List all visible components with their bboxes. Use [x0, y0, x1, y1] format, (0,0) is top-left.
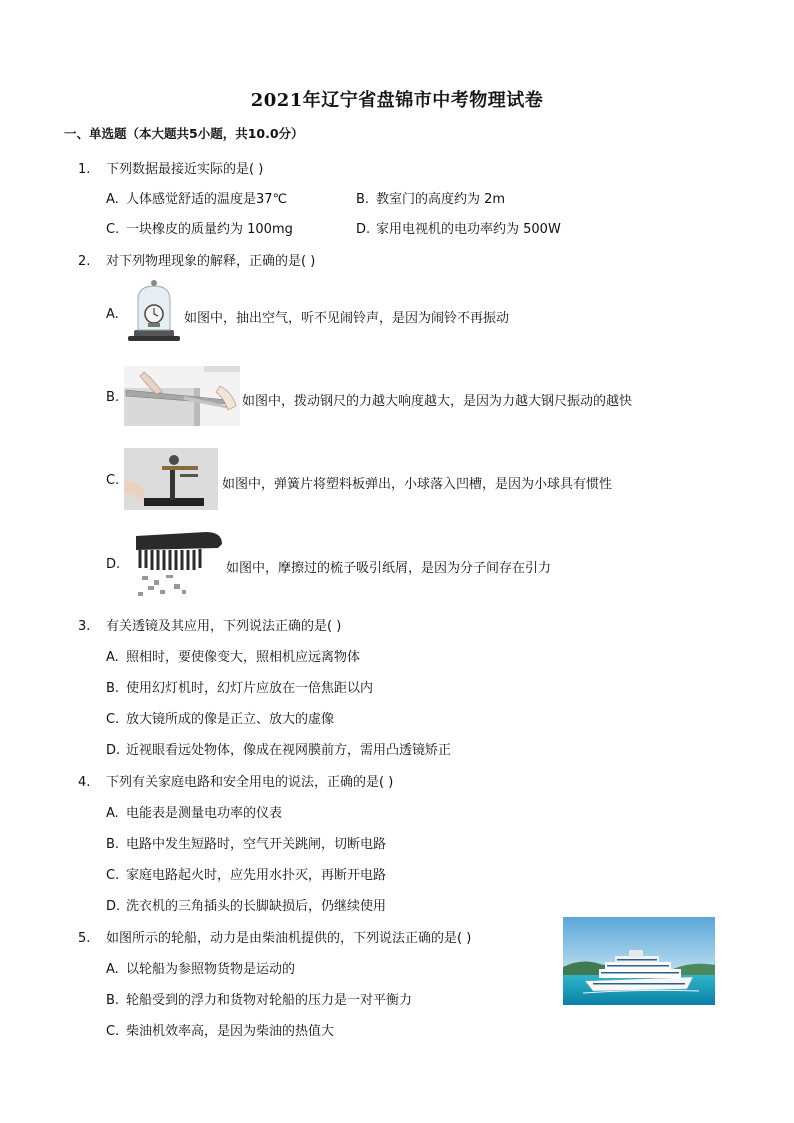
inertia-image	[124, 448, 218, 510]
option-text: 家用电视机的电功率约为 500W	[376, 222, 561, 237]
option-3c	[106, 708, 334, 727]
question-stem: 对下列物理现象的解释，正确的是( )	[106, 254, 316, 269]
option-label: D.	[106, 743, 121, 758]
option-4a	[106, 802, 282, 821]
option-2a-text: 如图中，抽出空气，听不见闹铃声，是因为闹铃不再振动	[184, 311, 510, 326]
option-label: A.	[106, 192, 119, 207]
option-label: C.	[106, 868, 120, 883]
option-1d	[356, 218, 561, 237]
question-number: 2.	[78, 254, 91, 269]
question-stem: 如图所示的轮船，动力是由柴油机提供的，下列说法正确的是( )	[106, 931, 472, 946]
ruler-image	[124, 366, 240, 426]
question-2	[78, 250, 315, 269]
option-text: 照相时，要使像变大，照相机应远离物体	[126, 650, 361, 665]
option-label: A.	[106, 962, 119, 977]
option-label: B.	[106, 681, 120, 696]
option-4c	[106, 864, 386, 883]
option-2b-label: B.	[106, 390, 120, 405]
option-text: 轮船受到的浮力和货物对轮船的压力是一对平衡力	[126, 993, 413, 1008]
option-text: 电能表是测量电功率的仪表	[126, 806, 283, 821]
option-label: B.	[106, 837, 120, 852]
option-1a	[106, 188, 287, 207]
option-2d-label: D.	[106, 557, 121, 572]
option-3b	[106, 677, 373, 696]
option-3d	[106, 739, 451, 758]
option-text: 家庭电路起火时，应先用水扑灭，再断开电路	[126, 868, 387, 883]
option-text: 以轮船为参照物货物是运动的	[126, 962, 296, 977]
question-5	[78, 927, 471, 946]
option-text: 放大镜所成的像是正立、放大的虚像	[126, 712, 335, 727]
option-5a	[106, 958, 295, 977]
option-text: 近视眼看远处物体，像成在视网膜前方，需用凸透镜矫正	[126, 743, 452, 758]
option-label: B.	[356, 192, 370, 207]
question-stem: 有关透镜及其应用，下列说法正确的是( )	[106, 619, 342, 634]
question-number: 1.	[78, 162, 91, 177]
option-2d-text: 如图中，摩擦过的梳子吸引纸屑，是因为分子间存在引力	[226, 561, 552, 576]
question-stem: 下列数据最接近实际的是( )	[106, 162, 264, 177]
option-text: 一块橡皮的质量约为 100mg	[126, 222, 293, 237]
option-2b-text: 如图中，拨动钢尺的力越大响度越大，是因为力越大钢尺振动的越快	[242, 394, 633, 409]
option-5c	[106, 1020, 334, 1039]
option-2c-label: C.	[106, 473, 120, 488]
option-label: A.	[106, 806, 119, 821]
question-3	[78, 615, 341, 634]
option-label: C.	[106, 222, 120, 237]
option-1b	[356, 188, 505, 207]
comb-image	[126, 530, 224, 598]
option-text: 教室门的高度约为 2m	[376, 192, 506, 207]
option-label: D.	[356, 222, 371, 237]
option-text: 电路中发生短路时，空气开关跳闸，切断电路	[126, 837, 387, 852]
question-4	[78, 771, 393, 790]
option-text: 洗衣机的三角插头的长脚缺损后，仍继续使用	[126, 899, 387, 914]
option-1c	[106, 218, 293, 237]
option-4b	[106, 833, 386, 852]
option-text: 柴油机效率高，是因为柴油的热值大	[126, 1024, 335, 1039]
question-number: 4.	[78, 775, 91, 790]
option-4d	[106, 895, 386, 914]
question-number: 5.	[78, 931, 91, 946]
ship-image	[563, 917, 715, 1005]
option-2c-text: 如图中，弹簧片将塑料板弹出，小球落入凹槽，是因为小球具有惯性	[222, 477, 613, 492]
option-text: 使用幻灯机时，幻灯片应放在一倍焦距以内	[126, 681, 374, 696]
option-text: 人体感觉舒适的温度是37℃	[126, 192, 288, 207]
exam-title: 2021年辽宁省盘锦市中考物理试卷	[250, 90, 544, 111]
question-1	[78, 158, 263, 177]
bell-jar-image	[128, 278, 180, 344]
option-label: C.	[106, 712, 120, 727]
option-label: B.	[106, 993, 120, 1008]
option-label: D.	[106, 899, 121, 914]
option-3a	[106, 646, 360, 665]
section-heading: 一、单选题（本大题共5小题，共10.0分）	[64, 126, 304, 141]
question-number: 3.	[78, 619, 91, 634]
option-label: C.	[106, 1024, 120, 1039]
option-2a-label: A.	[106, 307, 119, 322]
option-label: A.	[106, 650, 119, 665]
question-stem: 下列有关家庭电路和安全用电的说法，正确的是( )	[106, 775, 394, 790]
option-5b	[106, 989, 412, 1008]
